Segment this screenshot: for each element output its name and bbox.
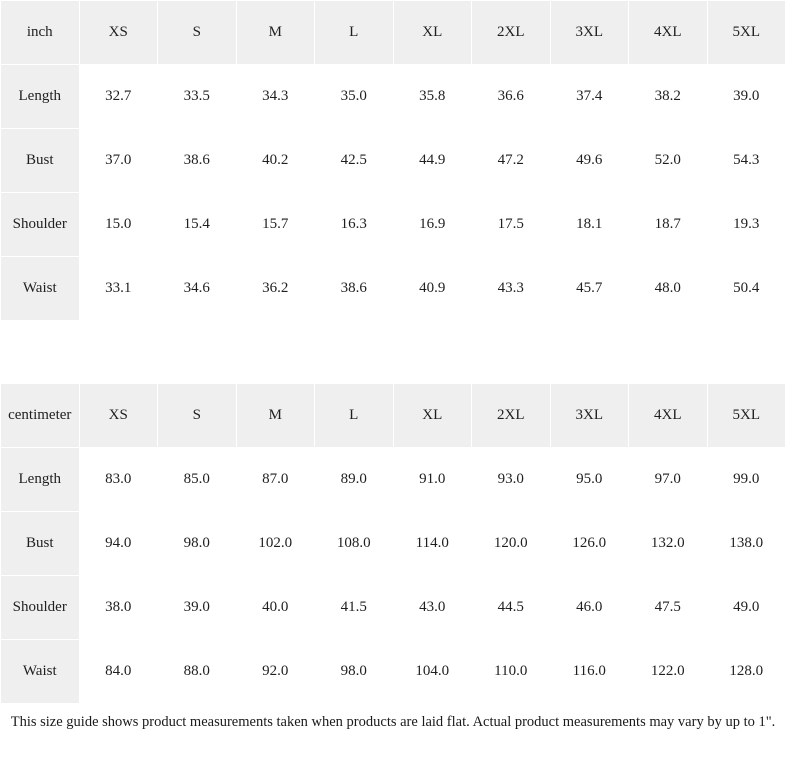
cell-bust-4xl: 52.0	[629, 129, 708, 193]
column-header-4xl: 4XL	[629, 1, 708, 65]
cell-waist-2xl: 43.3	[472, 257, 551, 321]
column-header-xl: XL	[393, 384, 472, 448]
cell-shoulder-3xl: 46.0	[550, 576, 629, 640]
size-guide-footnote: This size guide shows product measurements taken when products are laid flat. Actual product measurements may vary by up to 1".	[10, 714, 776, 730]
cell-length-3xl: 95.0	[550, 448, 629, 512]
cell-waist-4xl: 122.0	[629, 640, 708, 704]
cell-bust-4xl: 132.0	[629, 512, 708, 576]
cell-waist-xs: 33.1	[79, 257, 158, 321]
cell-bust-s: 98.0	[158, 512, 237, 576]
cell-waist-s: 88.0	[158, 640, 237, 704]
table-row	[1, 512, 786, 576]
cell-waist-5xl: 50.4	[707, 257, 786, 321]
column-header-m: M	[236, 384, 315, 448]
row-label-waist: Waist	[1, 257, 80, 321]
column-header-xl: XL	[393, 1, 472, 65]
cell-shoulder-2xl: 44.5	[472, 576, 551, 640]
cell-length-s: 33.5	[158, 65, 237, 129]
cell-waist-3xl: 45.7	[550, 257, 629, 321]
column-header-5xl: 5XL	[707, 1, 786, 65]
column-header-xs: XS	[79, 384, 158, 448]
cell-length-xl: 91.0	[393, 448, 472, 512]
column-header-3xl: 3XL	[550, 384, 629, 448]
cell-shoulder-l: 16.3	[315, 193, 394, 257]
column-header-l: L	[315, 384, 394, 448]
column-header-5xl: 5XL	[707, 384, 786, 448]
column-header-l: L	[315, 1, 394, 65]
table-row	[1, 129, 786, 193]
cell-length-3xl: 37.4	[550, 65, 629, 129]
cell-shoulder-5xl: 19.3	[707, 193, 786, 257]
cell-waist-2xl: 110.0	[472, 640, 551, 704]
cell-waist-3xl: 116.0	[550, 640, 629, 704]
cell-length-2xl: 36.6	[472, 65, 551, 129]
cell-waist-m: 92.0	[236, 640, 315, 704]
cell-shoulder-3xl: 18.1	[550, 193, 629, 257]
cell-bust-xs: 37.0	[79, 129, 158, 193]
row-label-shoulder: Shoulder	[1, 193, 80, 257]
row-label-bust: Bust	[1, 512, 80, 576]
cell-bust-3xl: 49.6	[550, 129, 629, 193]
column-header-s: S	[158, 1, 237, 65]
cell-length-l: 89.0	[315, 448, 394, 512]
cell-length-m: 87.0	[236, 448, 315, 512]
table-row	[1, 576, 786, 640]
cell-shoulder-xs: 15.0	[79, 193, 158, 257]
cell-bust-5xl: 54.3	[707, 129, 786, 193]
cell-bust-5xl: 138.0	[707, 512, 786, 576]
cell-waist-xl: 104.0	[393, 640, 472, 704]
table-header-row	[1, 384, 786, 448]
cell-length-m: 34.3	[236, 65, 315, 129]
column-header-2xl: 2XL	[472, 384, 551, 448]
cell-shoulder-4xl: 47.5	[629, 576, 708, 640]
cell-waist-s: 34.6	[158, 257, 237, 321]
cell-shoulder-s: 39.0	[158, 576, 237, 640]
centimeter-table-wrapper	[0, 383, 786, 704]
cell-bust-l: 42.5	[315, 129, 394, 193]
cell-waist-l: 38.6	[315, 257, 394, 321]
cell-shoulder-2xl: 17.5	[472, 193, 551, 257]
cell-length-2xl: 93.0	[472, 448, 551, 512]
cell-waist-4xl: 48.0	[629, 257, 708, 321]
cell-waist-xs: 84.0	[79, 640, 158, 704]
unit-label-inch: inch	[1, 1, 80, 65]
column-header-s: S	[158, 384, 237, 448]
column-header-3xl: 3XL	[550, 1, 629, 65]
inch-table-wrapper	[0, 0, 786, 321]
cell-bust-m: 102.0	[236, 512, 315, 576]
cell-length-4xl: 97.0	[629, 448, 708, 512]
table-row	[1, 257, 786, 321]
cell-length-5xl: 99.0	[707, 448, 786, 512]
column-header-m: M	[236, 1, 315, 65]
cell-shoulder-5xl: 49.0	[707, 576, 786, 640]
row-label-length: Length	[1, 65, 80, 129]
table-row	[1, 193, 786, 257]
cell-shoulder-s: 15.4	[158, 193, 237, 257]
cell-length-5xl: 39.0	[707, 65, 786, 129]
cell-bust-m: 40.2	[236, 129, 315, 193]
cell-bust-2xl: 47.2	[472, 129, 551, 193]
cell-shoulder-xl: 16.9	[393, 193, 472, 257]
cell-shoulder-m: 15.7	[236, 193, 315, 257]
cell-bust-xs: 94.0	[79, 512, 158, 576]
table-row	[1, 640, 786, 704]
cell-bust-l: 108.0	[315, 512, 394, 576]
table-separator	[0, 321, 786, 383]
centimeter-table-body	[1, 384, 786, 704]
row-label-bust: Bust	[1, 129, 80, 193]
column-header-2xl: 2XL	[472, 1, 551, 65]
size-table-centimeter	[0, 383, 786, 704]
column-header-4xl: 4XL	[629, 384, 708, 448]
cell-length-xs: 83.0	[79, 448, 158, 512]
cell-bust-s: 38.6	[158, 129, 237, 193]
table-row	[1, 65, 786, 129]
inch-table-body	[1, 1, 786, 321]
cell-bust-xl: 44.9	[393, 129, 472, 193]
column-header-xs: XS	[79, 1, 158, 65]
cell-shoulder-m: 40.0	[236, 576, 315, 640]
table-header-row	[1, 1, 786, 65]
cell-bust-xl: 114.0	[393, 512, 472, 576]
cell-shoulder-4xl: 18.7	[629, 193, 708, 257]
row-label-length: Length	[1, 448, 80, 512]
cell-length-xs: 32.7	[79, 65, 158, 129]
cell-length-s: 85.0	[158, 448, 237, 512]
cell-length-4xl: 38.2	[629, 65, 708, 129]
cell-waist-5xl: 128.0	[707, 640, 786, 704]
cell-bust-2xl: 120.0	[472, 512, 551, 576]
unit-label-centimeter: centimeter	[1, 384, 80, 448]
cell-bust-3xl: 126.0	[550, 512, 629, 576]
row-label-shoulder: Shoulder	[1, 576, 80, 640]
cell-waist-l: 98.0	[315, 640, 394, 704]
table-row	[1, 448, 786, 512]
cell-length-l: 35.0	[315, 65, 394, 129]
cell-waist-xl: 40.9	[393, 257, 472, 321]
cell-length-xl: 35.8	[393, 65, 472, 129]
cell-waist-m: 36.2	[236, 257, 315, 321]
cell-shoulder-l: 41.5	[315, 576, 394, 640]
cell-shoulder-xl: 43.0	[393, 576, 472, 640]
size-table-inch	[0, 0, 786, 321]
row-label-waist: Waist	[1, 640, 80, 704]
cell-shoulder-xs: 38.0	[79, 576, 158, 640]
